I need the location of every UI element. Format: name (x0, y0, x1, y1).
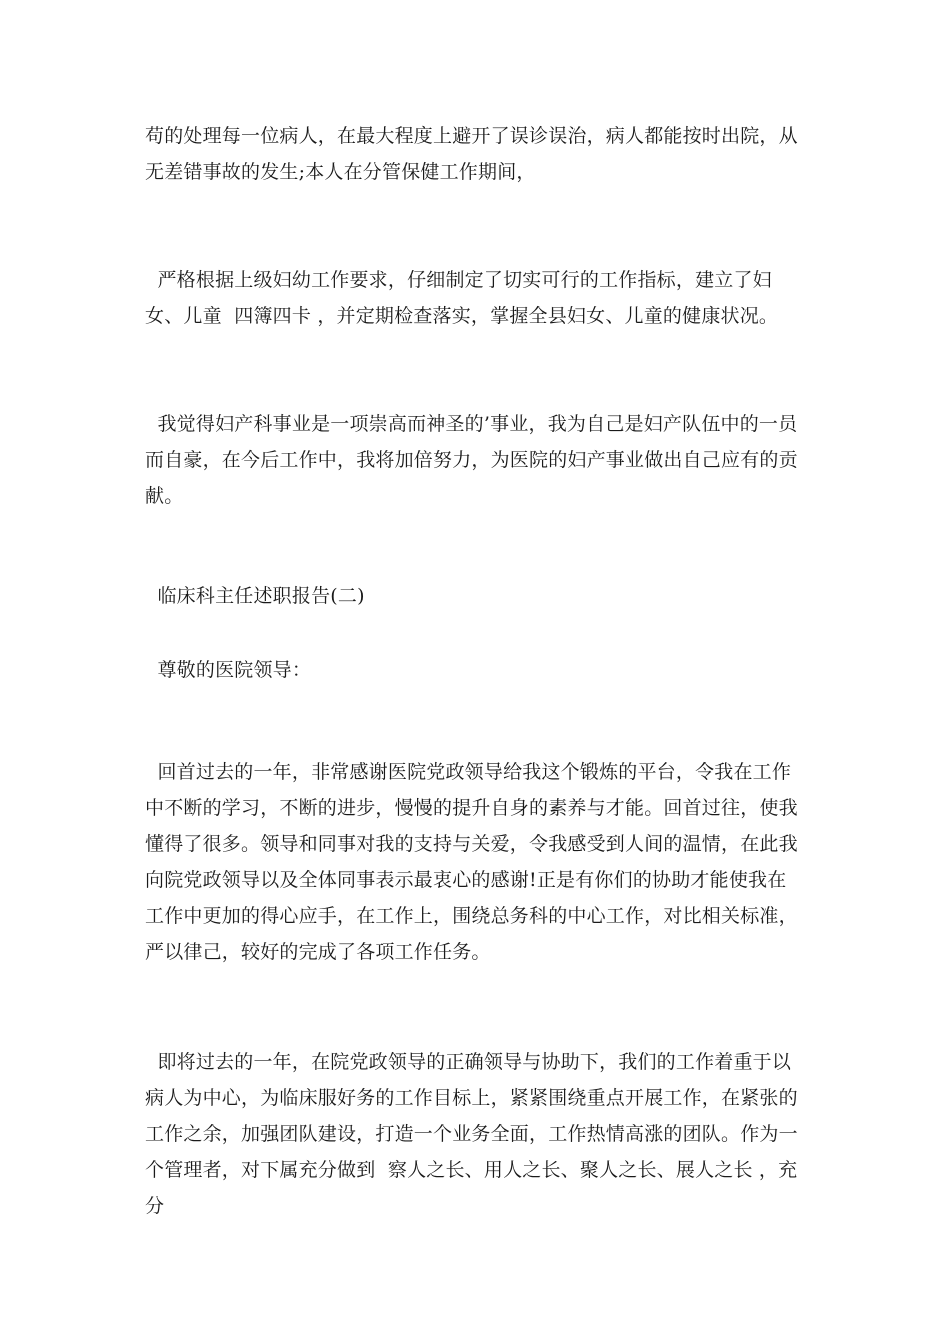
greeting: 尊敬的医院领导： (145, 659, 312, 681)
paragraph: 即将过去的一年，在院党政领导的正确领导与协助下，我们的工作着重于以病人为中心，为临床服好务的工作目标上，紧紧围绕重点开展工作，在紧张的工作之余，加强团队建设，打造一个业务全面，工作热情高涨的团队。作为一个管理者，对下属充分做到 察人之长、用人之长、聚人之长、展人之长 ，充分 (145, 1051, 798, 1217)
section-title: 临床科主任述职报告(二) (145, 585, 365, 607)
paragraph: 回首过去的一年，非常感谢医院党政领导给我这个锻炼的平台，令我在工作中不断的学习，不断的进步，慢慢的提升自身的素养与才能。回首过往，使我懂得了很多。领导和同事对我的支持与关爱，令我感受到人间的温情，在此我向院党政领导以及全体同事表示最衷心的感谢!正是有你们的协助才能使我在工作中更加的得心应手，在工作上，围绕总务科的中心工作，对比相关标准，严以律己，较好的完成了各项工作任务。 (145, 761, 798, 963)
paragraph: 苟的处理每一位病人，在最大程度上避开了误诊误治，病人都能按时出院，从无差错事故的发生;本人在分管保健工作期间， (145, 125, 798, 183)
paragraph: 严格根据上级妇幼工作要求，仔细制定了切实可行的工作指标，建立了妇女、儿童 四簿四卡 ，并定期检查落实，掌握全县妇女、儿童的健康状况。 (145, 269, 779, 327)
paragraph: 我觉得妇产科事业是一项崇高而神圣的’事业，我为自己是妇产队伍中的一员而自豪，在今后工作中，我将加倍努力，为医院的妇产事业做出自己应有的贡献。 (145, 413, 798, 507)
